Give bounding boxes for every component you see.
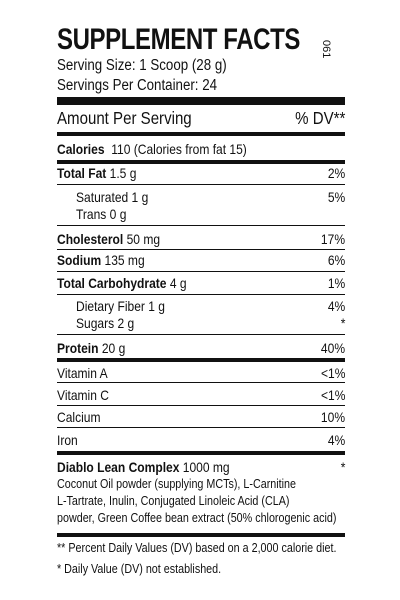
daily-value: 10% (320, 409, 345, 425)
daily-value: <1% (320, 387, 345, 403)
row-divider (57, 405, 345, 406)
daily-value: 4% (327, 432, 345, 448)
complex-amount: 1000 mg (182, 459, 230, 475)
daily-value: 2% (327, 165, 345, 181)
calories-label: Calories (57, 141, 105, 157)
nutrient-label: Cholesterol (57, 231, 124, 247)
row-divider (57, 427, 345, 428)
nutrient-amount: 1.5 g (109, 165, 137, 181)
daily-value: 6% (327, 252, 345, 268)
protein-divider (57, 358, 345, 362)
row-divider (57, 225, 345, 226)
nutrient-label: Protein (57, 340, 99, 356)
calories-value: 110 (Calories from fat 15) (111, 141, 247, 157)
row-divider (57, 334, 345, 335)
nutrient-label: Total Fat (57, 165, 107, 181)
servings-per-container: Servings Per Container: 24 (57, 77, 218, 94)
daily-value: 4% (327, 298, 345, 314)
serving-size: Serving Size: 1 Scoop (28 g) (57, 57, 227, 74)
iron-divider (57, 451, 345, 455)
nutrient-amount: 135 mg (104, 252, 145, 268)
complex-description-line: L-Tartrate, Inulin, Conjugated Linoleic Acid (CLA) (57, 494, 290, 508)
amount-per-serving-header: Amount Per Serving (57, 108, 192, 128)
nutrient-label: Trans 0 g (76, 206, 127, 222)
daily-value: 1% (327, 275, 345, 291)
nutrient-label: Total Carbohydrate (57, 275, 167, 291)
nutrient-label: Vitamin C (57, 387, 109, 403)
nutrient-label: Calcium (57, 409, 101, 425)
panel-title: SUPPLEMENT FACTS (57, 23, 300, 56)
complex-description-line: Coconut Oil powder (supplying MCTs), L-Carnitine (57, 477, 296, 491)
complex-description-line: powder, Green Coffee bean extract (50% chlorogenic acid) (57, 511, 337, 525)
daily-value: * (340, 459, 345, 475)
footnote-not-established: * Daily Value (DV) not established. (57, 562, 222, 576)
header-divider (57, 132, 345, 136)
complex-label: Diablo Lean Complex (57, 459, 180, 475)
footnote-dv: ** Percent Daily Values (DV) based on a 2,000 calorie diet. (57, 541, 337, 555)
nutrient-label: Sugars 2 g (76, 315, 135, 331)
dv-header: % DV** (294, 108, 345, 128)
nutrient-amount: 4 g (169, 275, 187, 291)
row-divider (57, 184, 345, 185)
daily-value: <1% (320, 365, 345, 381)
nutrient-label: Sodium (57, 252, 102, 268)
daily-value: * (340, 315, 345, 331)
row-divider (57, 294, 345, 295)
nutrient-amount: 20 g (101, 340, 126, 356)
nutrient-label: Vitamin A (57, 365, 108, 381)
row-divider (57, 382, 345, 383)
daily-value: 40% (320, 340, 345, 356)
side-code: 061 (320, 40, 332, 59)
row-divider (57, 271, 345, 272)
nutrient-label: Iron (57, 432, 78, 448)
nutrient-label: Saturated 1 g (76, 189, 149, 205)
thick-divider (57, 97, 345, 105)
footnote-divider (57, 533, 345, 537)
daily-value: 17% (320, 231, 345, 247)
nutrient-label: Dietary Fiber 1 g (76, 298, 165, 314)
nutrient-amount: 50 mg (126, 231, 161, 247)
row-divider (57, 249, 345, 250)
calories-divider (57, 160, 345, 164)
daily-value: 5% (327, 189, 345, 205)
